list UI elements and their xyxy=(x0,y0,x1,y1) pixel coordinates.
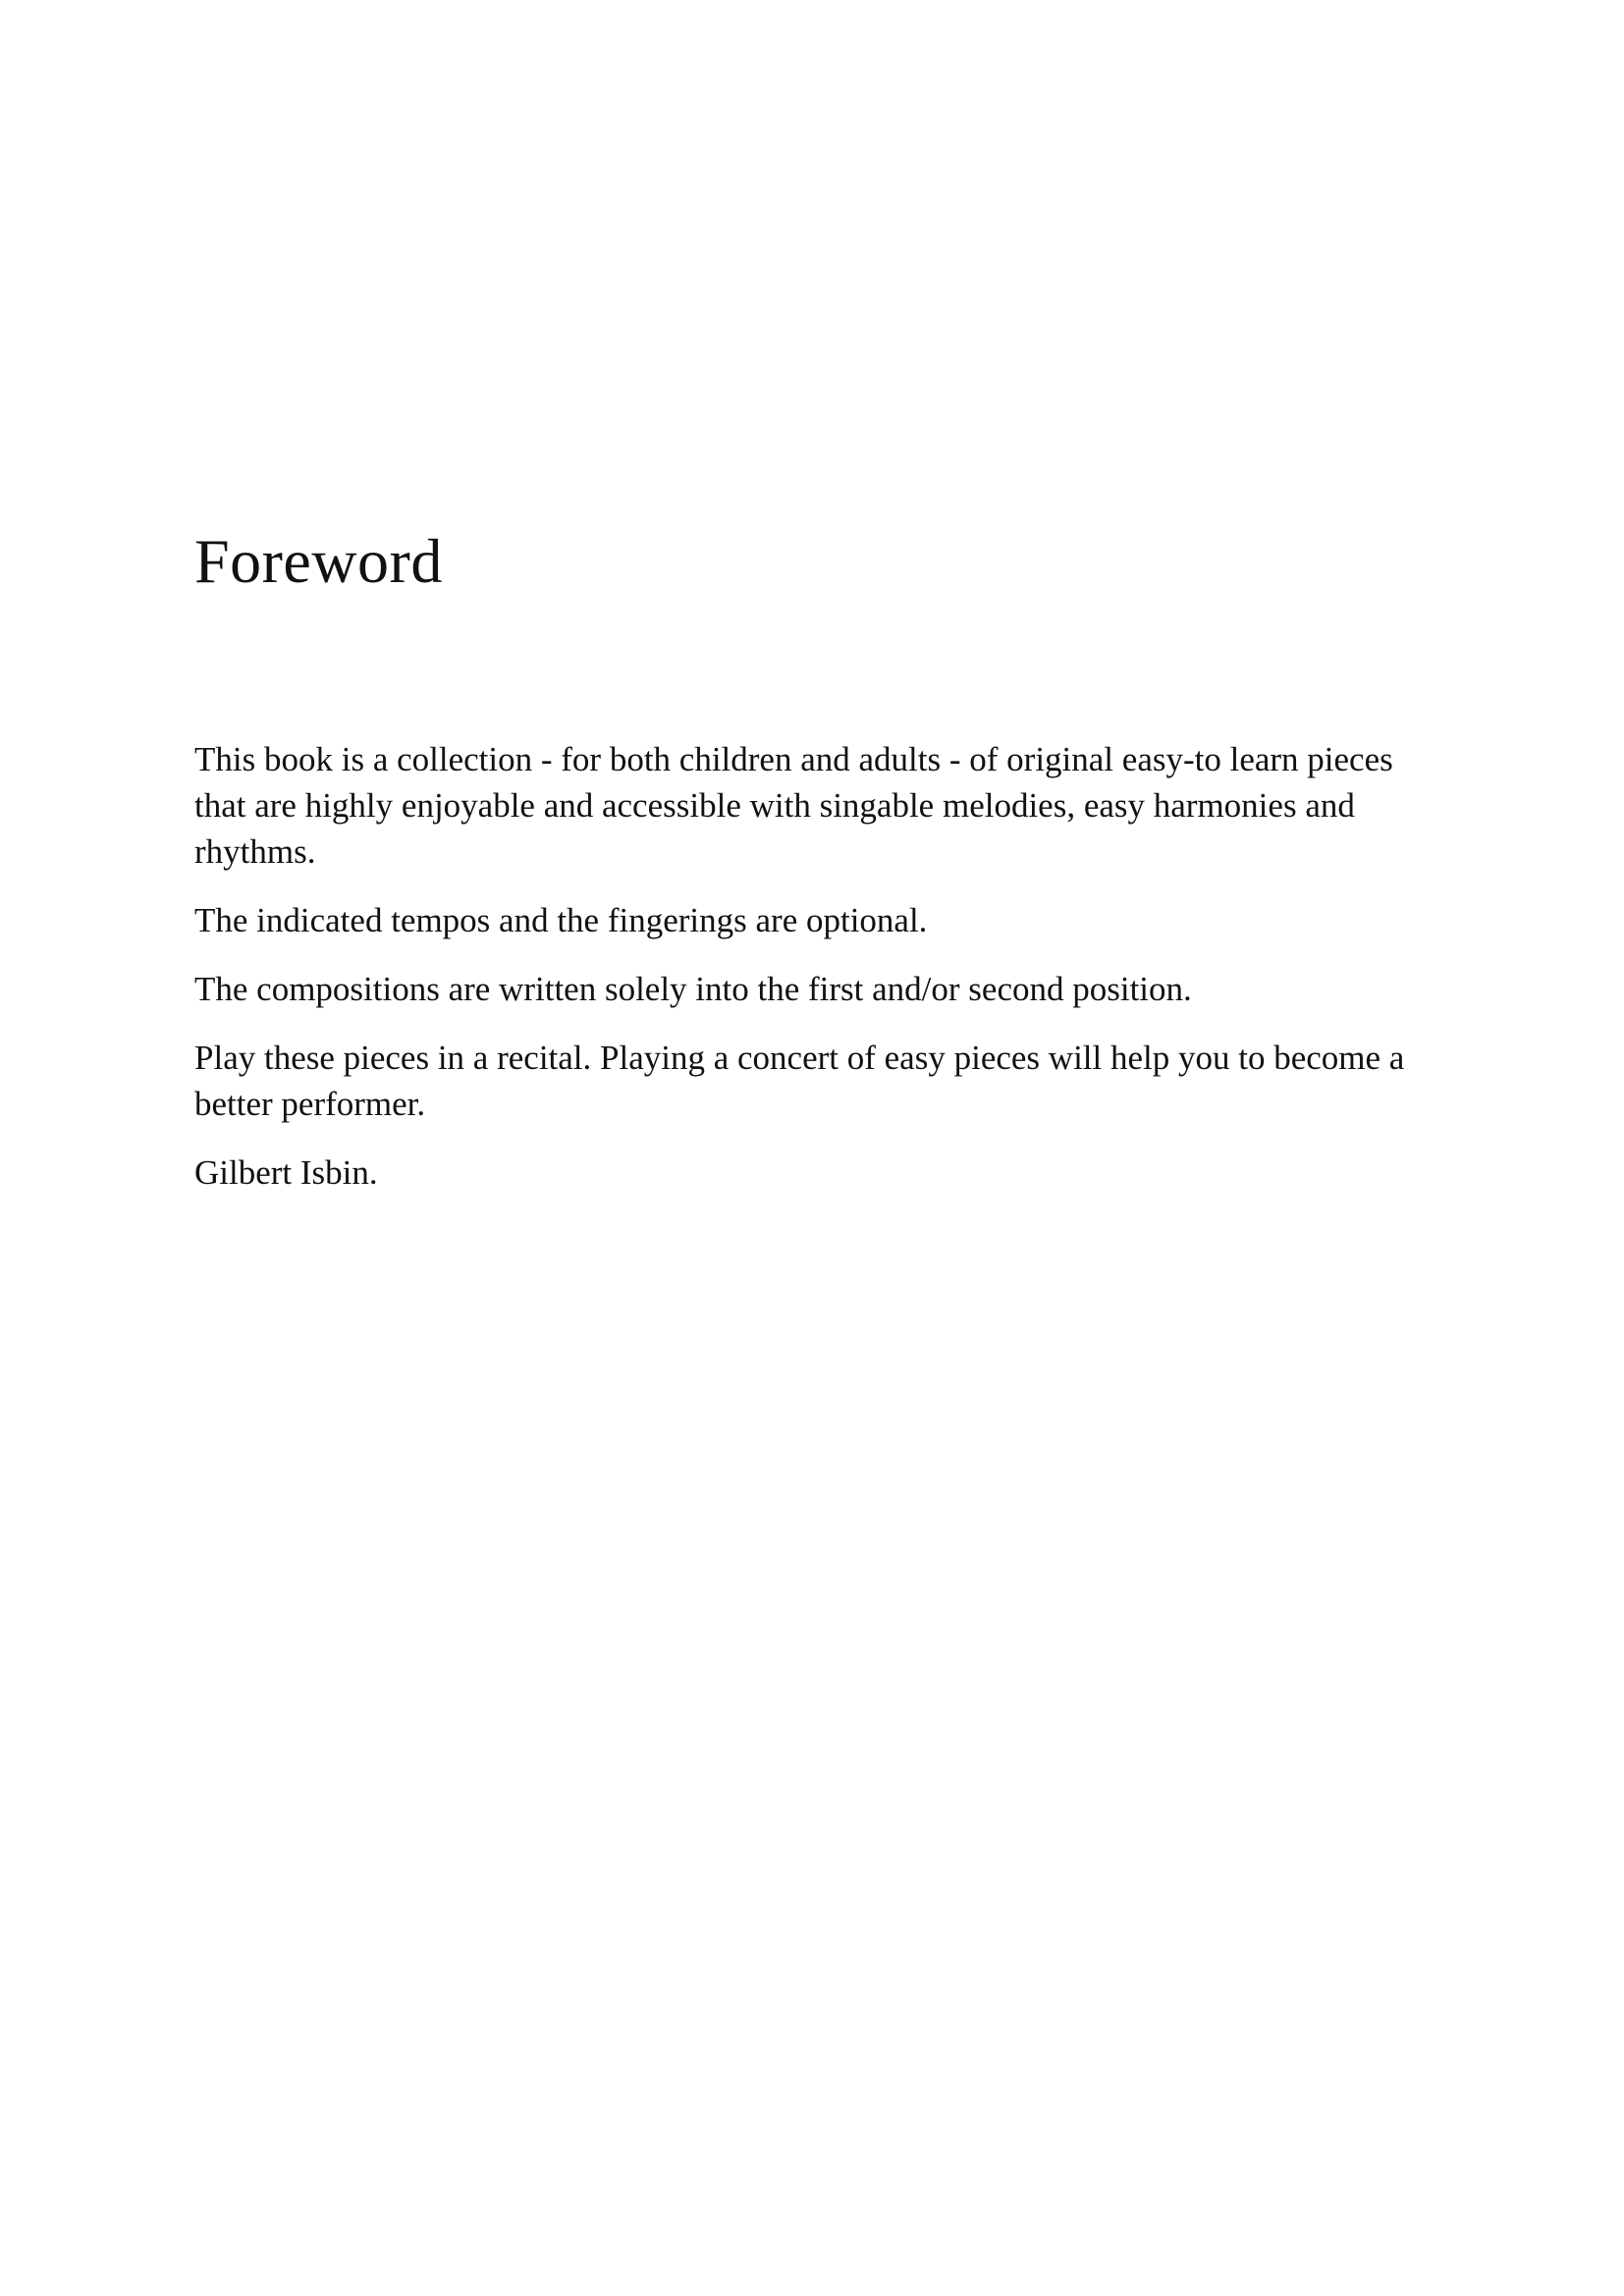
paragraph-collection-description: This book is a collection - for both children and adults - of original easy-to learn pieces that are highly enjoyable and accessible with singable melodies, easy harmonies and rhythms. xyxy=(194,740,1393,871)
paragraph-recital-advice: Play these pieces in a recital. Playing a concert of easy pieces will help you to become a better performer. xyxy=(194,1039,1405,1123)
foreword-body xyxy=(194,736,1432,1218)
paragraph-positions: The compositions are written solely into the first and/or second position. xyxy=(194,970,1192,1008)
page-title: Foreword xyxy=(194,526,443,596)
paragraph-tempos-fingerings: The indicated tempos and the fingerings are optional. xyxy=(194,901,928,939)
author-signature: Gilbert Isbin. xyxy=(194,1153,378,1192)
